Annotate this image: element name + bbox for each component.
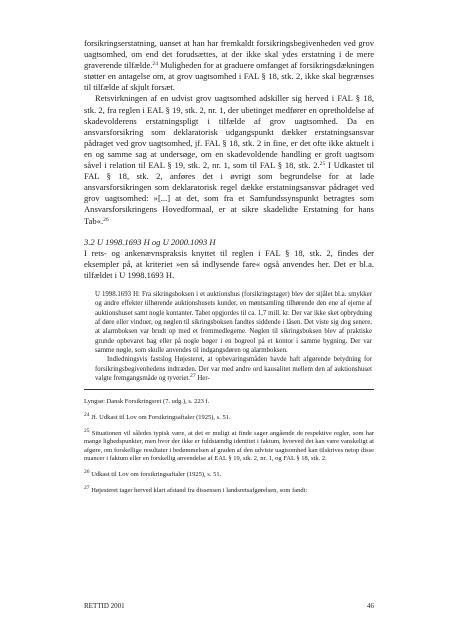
footnote-25 [84, 427, 374, 464]
paragraph-2 [84, 93, 374, 226]
main-text [84, 38, 374, 281]
text-run: I Udkastet til FAL § 18, stk. 2, anføres det i øvrigt som begrundelse for at lade ansvarsforsikringen som deklaratorisk regel dække erstatningsansvar pådraget ved grov uagtsomhed: »[...] at det, som fra et Samfundssynspunkt betragtes som Ansvarsforsikringens Hovedformaal, er at sikre skadelidte Erstatning for hans Tab«. [84, 160, 374, 226]
footnote-number: 27 [84, 484, 90, 491]
page-content [84, 38, 374, 502]
footnote-text: Udkast til Lov om forsikringsaftaler (1925), s. 51. [91, 470, 222, 478]
paragraph-3: I rets- og ankenævnspraksis knyttet til reglen i FAL § 18, stk. 2, findes der eksempler på, at kriteriet »en så indlysende fare« også anvendes her. Det er bl.a. tilfældet i U 1998.1693 H. [84, 247, 374, 280]
footnote-text: Situationen vil således typisk være, at det er muligt at finde sager angående de respektive regler, som har mange lighedspunkter, men hvor der ikke er fuldstændig identitet i faktum, hvorved det kan være vanskeligt at afgøre, om forskellige resultater i bedømmelsen af graden af den udviste uagtsomhed kan tilskrives netop disse nuancer i faktum eller en forskellig anvendelse af EAL § 19, stk. 2, nr. 1, og FAL § 18, stk. 2. [84, 429, 374, 463]
footnote-continuation: Lyngsø: Dansk Forsikringsret (7. udg.), s. 223 f. [84, 398, 210, 406]
footnote-number: 25 [84, 427, 90, 434]
journal-name: RETTID 2001 [84, 602, 125, 610]
footnote-text: Jf. Udkast til Lov om Forsikringsaftaler (1925), s. 51. [91, 414, 231, 421]
page-number: 46 [367, 602, 374, 610]
page-footer [84, 602, 374, 611]
case-summary [95, 290, 372, 383]
footnotes [84, 398, 374, 495]
case-summary-paragraph-2 [95, 355, 372, 383]
footnote-divider [84, 389, 374, 390]
section-heading: 3.2 U 1998.1693 H og U 2000.1093 H [84, 236, 216, 247]
text-run: forsikringserstatning, uanset at han har fremkaldt forsikringsbegivenheden ved grov uagtsomhed, om end det forudsættes, at der ikke skal ydes erstatning i de mere graverende tilfælde. [84, 38, 374, 71]
footnote-26 [84, 468, 374, 480]
footnote-number: 24 [84, 412, 90, 418]
footnote-24 [84, 414, 374, 423]
footnote-ref-24[interactable]: 24 [152, 61, 158, 68]
text-run: Retsvirkningen af en udvist grov uagtsomhed adskiller sig herved i FAL § 18, stk. 2, fra reglen i EAL § 19, stk. 2, nr. 1, der ubetinget medfører en opretholdelse af skadevolderens erstatningspligt i tilfælde af grov uagtsomhed. Da en ansvarsforsikring som deklaratorisk udgangspunkt dækker erstatningsansvar pådraget ved grov uagtsomhed, jf. FAL § 18, stk. 2 in fine, er det ofte ikke aktuelt i en og samme sag at undersøge, om en skadevoldende handling er groft uagtsom såvel i relation til EAL § 19, stk. 2, nr. 1, som til FAL § 18, stk. 2. [84, 93, 374, 171]
text-run: Indledningsvis fastslog Højesteret, at opbevaringsmåden havde haft afgørende betydning for forsikringsbegivenhedens indtræden. Der var med andre ord kausalitet mellem den af auktionshuset valgte fremgangsmåde og tyveriet. [95, 356, 372, 383]
case-summary-paragraph-1: U 1998.1693 H: Fra sikringsboksen i et auktionshus (forsikringstager) blev der stjålet bl.a. smykker og andre effekter tilhørende auktionshusets kunder, en møntsamling tilhørende den ene af ejerne af auktionshuset samt nogle kontanter. Tabet opgjordes til ca. 1,7 mill. kr. Der var ikke sket opbrydning af døre eller vinduer, og nøglen til sikringsboksen fandtes siddende i låsen. Det viste sig dog senere, at alarmboksen var brudt op med et fremmedlegeme. Nøglen til sikringsboksen blev af praktiske grunde opbevaret bag eller på nogle bøger i en bogreol på et kontor i samme bygning. Der var samme nøgle, som skulle anvendes til indgangsdøren og alarmboksen. [95, 290, 372, 355]
paragraph-1 [84, 38, 374, 93]
footnote-ref-26[interactable]: 26 [103, 216, 109, 223]
text-run: Muligheden for at graduere omfanget af forsikringsdækningen støtter en antagelse om, at grov uagtsomhed i FAL § 18, stk. 2, ikke skal begrænses til tilfælde af skjult forsæt. [84, 60, 374, 93]
footnote-text: Højesteret tager herved klart afstand fra dissensen i landsretsafgørelsen, som fandt: [91, 486, 308, 494]
footnote-27 [84, 484, 374, 496]
text-run: Her- [195, 375, 210, 383]
footnote-ref-25[interactable]: 25 [319, 161, 326, 168]
footnote-number: 26 [84, 468, 90, 475]
footnote-ref-27[interactable]: 27 [190, 373, 196, 380]
